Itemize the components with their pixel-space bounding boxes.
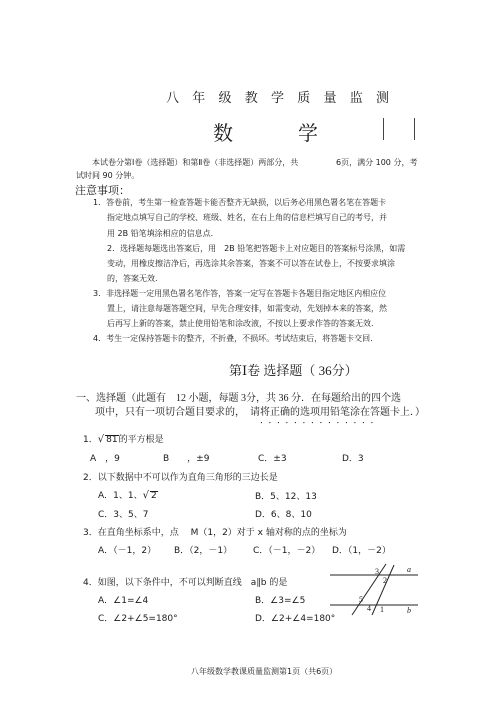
q1-option-b: B ，±9 bbox=[163, 454, 210, 464]
q2-option-c: C．3、5、7 bbox=[98, 510, 149, 520]
part1-instruction-2: 项中，只有一项切合题目要求的， 请将正确的选项用铅笔涂在答题卡上．） bbox=[95, 407, 425, 418]
intro-line-2: 试时间 90 分钟。 bbox=[76, 171, 140, 180]
option-text: A．1、1、 bbox=[98, 491, 143, 501]
notice-line: 指定地点填写自己的学校、班级、姓名，在右上角的信息栏填写自己的考号，并 bbox=[107, 213, 387, 222]
angle-label-5: 5 bbox=[359, 595, 363, 604]
notice-line: 1．答卷前，考生第一检查答题卡能否整齐无缺损，以后务必用黑色署名笔在答题卡 bbox=[93, 198, 387, 207]
q2-option-d: D．6、8、10 bbox=[255, 510, 312, 520]
notice-line: 用 2B 铅笔填涂相应的信息点. bbox=[107, 229, 214, 238]
subject-title: 数 学 bbox=[213, 123, 348, 145]
q1-option-c: C．±3 bbox=[258, 454, 287, 464]
q4-option-c: C．∠2+∠5=180° bbox=[98, 614, 178, 624]
q2-option-b: B．5、12、13 bbox=[255, 492, 317, 502]
sqrt-icon: √ bbox=[142, 490, 149, 501]
part1-heading: 第Ⅰ卷 选择题（ 36分） bbox=[229, 363, 358, 378]
q1-option-a: A ，9 bbox=[90, 454, 120, 464]
exam-title: 八 年 级 教 学 质 量 监 测 bbox=[166, 90, 395, 105]
q3-option-d: D．（1，－2） bbox=[332, 546, 391, 556]
q4-option-a: A．∠1=∠4 bbox=[98, 596, 149, 606]
angle-label-1: 1 bbox=[380, 605, 384, 614]
notice-line: 置上，请注意每题答题空间，早先合理安排，如需变动，先划掉本来的答案，然 bbox=[107, 304, 387, 313]
page-footer: 八年级数学教课质量监测第1页（共6页） bbox=[191, 667, 338, 676]
margin-rule bbox=[414, 118, 415, 140]
radicand: 2 bbox=[150, 491, 157, 501]
part1-instruction-1: 一、选择题（此题有 12 小题，每题 3分，共 36 分．在每题给出的四个选 bbox=[76, 393, 401, 404]
q2-option-a bbox=[98, 488, 158, 501]
notice-line: 4．考生一定保持答题卡的整齐，不折叠，不损坏。考试结束后，将答题卡交回. bbox=[93, 334, 373, 343]
notice-line: 3．非选择题一定用黑色署名笔作答，答案一定写在答题卡各题目指定地区内相应位 bbox=[93, 289, 387, 298]
notice-line: 2．选择题每题选出答案后，用 2B 铅笔把答题卡上对应题目的答案标号涂黑，如需 bbox=[107, 244, 406, 253]
question-1-stem bbox=[83, 432, 164, 445]
radicand: 81 bbox=[106, 435, 118, 445]
q3-option-c: C．（－1，－2） bbox=[253, 546, 321, 556]
question-4-stem: 4．如图，以下条件中，不可以判断直线 a∥b 的是 bbox=[83, 578, 288, 588]
notice-line: 后再写上新的答案，禁止使用铅笔和涂改液，不按以上要求作答的答案无效. bbox=[107, 319, 374, 328]
notice-heading: 注意事项： bbox=[75, 184, 130, 197]
q3-option-b: B．（2，－1） bbox=[174, 546, 233, 556]
emphasis-dots: ．．．．．．．．．．．．．． bbox=[260, 416, 384, 426]
margin-rule bbox=[383, 118, 384, 140]
label-b: b bbox=[407, 606, 411, 615]
angle-label-3: 3 bbox=[375, 567, 379, 576]
angle-label-2: 2 bbox=[383, 576, 387, 585]
notice-line: 变动，用橡皮擦洁净后，再选涂其余答案，答案不可以答在试卷上，不按要求填涂 bbox=[107, 259, 395, 268]
notice-line: 的，答案无效. bbox=[107, 274, 158, 283]
question-number: 1． bbox=[83, 435, 98, 445]
question-text: 的平方根是 bbox=[118, 435, 164, 445]
q4-option-d: D．∠2+∠4=180° bbox=[255, 614, 336, 624]
intro-line-1: 本试卷分第Ⅰ卷（选择题）和第Ⅱ卷（非选择题）两部分，共 bbox=[92, 158, 299, 167]
question-3-stem: 3．在直角坐标系中，点 M（1，2）对于 x 轴对称的点的坐标为 bbox=[83, 528, 347, 538]
label-a: a bbox=[407, 565, 411, 574]
intro-pages: 6页，满分 100 分，考 bbox=[336, 158, 418, 167]
parallel-lines-figure bbox=[330, 562, 420, 618]
question-2-stem: 2．以下数据中不可以作为直角三角形的三边长是 bbox=[83, 473, 278, 483]
sqrt-icon: √ bbox=[97, 434, 105, 445]
q1-option-d: D．3 bbox=[342, 454, 364, 464]
q4-option-b: B．∠3=∠5 bbox=[255, 596, 306, 606]
q3-option-a: A．（－1，2） bbox=[98, 546, 157, 556]
angle-label-4: 4 bbox=[367, 604, 371, 613]
